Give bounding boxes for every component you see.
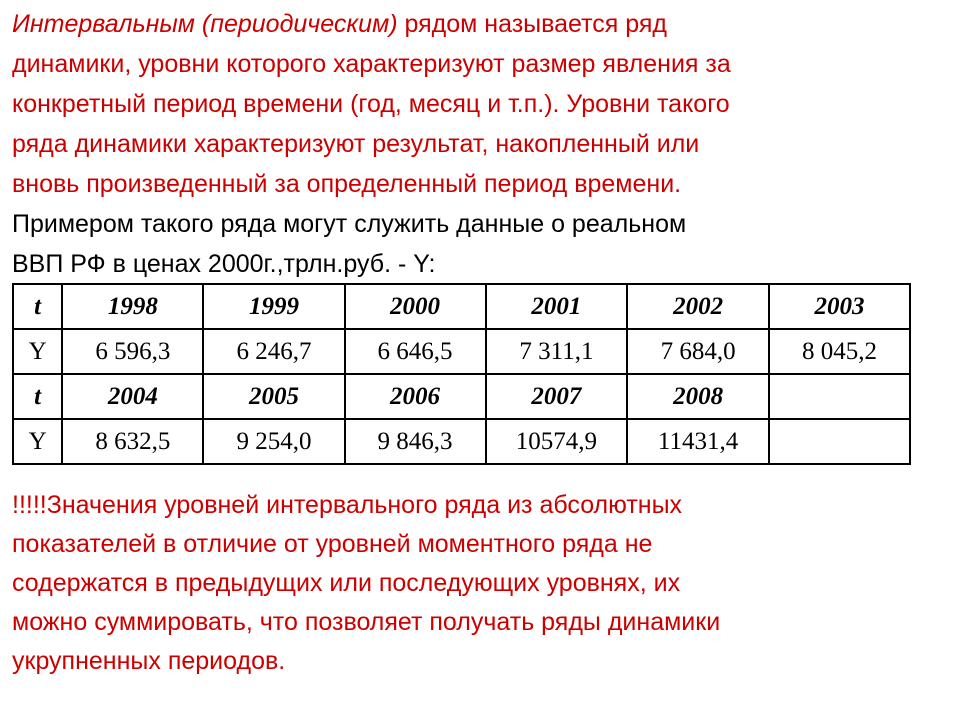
note-line-4: можно суммировать, что позволяет получать ряды динамики xyxy=(12,608,721,636)
definition-line-2: динамики, уровни которого характеризуют размер явления за xyxy=(12,50,731,78)
definition-line-3: конкретный период времени (год, месяц и т.п.). Уровни такого xyxy=(12,90,730,118)
table-row-values-2 xyxy=(13,419,910,464)
note-block xyxy=(12,486,952,681)
empty-cell xyxy=(769,374,910,419)
note-line-1: !!!!!Значения уровней интервального ряда из абсолютных xyxy=(12,491,683,519)
note-line-2: показателей в отличие от уровней моментного ряда не xyxy=(12,530,653,558)
definition-block xyxy=(12,4,952,284)
value-cell: 6 596,3 xyxy=(62,329,203,374)
value-cell: 8 632,5 xyxy=(62,419,203,464)
definition-line-5: вновь произведенный за определенный период времени. xyxy=(12,170,682,198)
empty-cell xyxy=(769,419,910,464)
year-cell: 2000 xyxy=(345,284,486,329)
example-line-2: ВВП РФ в ценах 2000г.,трлн.руб. - Y: xyxy=(12,250,436,278)
definition-line-4: ряда динамики характеризуют результат, накопленный или xyxy=(12,130,700,158)
year-cell: 2002 xyxy=(627,284,769,329)
year-cell: 2001 xyxy=(486,284,628,329)
year-cell: 2003 xyxy=(769,284,910,329)
value-cell: 11431,4 xyxy=(627,419,769,464)
value-cell: 10574,9 xyxy=(486,419,628,464)
row-label-t: t xyxy=(13,284,62,329)
year-cell: 1999 xyxy=(203,284,344,329)
term-interval: Интервальным xyxy=(12,10,195,38)
note-line-5: укрупненных периодов. xyxy=(12,647,286,675)
definition-line-1 xyxy=(12,4,952,44)
value-cell: 9 846,3 xyxy=(345,419,486,464)
row-label-y: Y xyxy=(13,419,62,464)
table-row-values-1 xyxy=(13,329,910,374)
year-cell: 2007 xyxy=(486,374,628,419)
year-cell: 2005 xyxy=(203,374,344,419)
value-cell: 6 246,7 xyxy=(203,329,344,374)
note-line-3: содержатся в предыдущих или последующих уровнях, их xyxy=(12,569,681,597)
year-cell: 2006 xyxy=(345,374,486,419)
term-periodic: (периодическим) xyxy=(201,10,398,38)
value-cell: 7 311,1 xyxy=(486,329,628,374)
example-line-1: Примером такого ряда могут служить данные о реальном xyxy=(12,210,687,238)
year-cell: 2008 xyxy=(627,374,769,419)
definition-line-1-rest: рядом называется ряд xyxy=(397,10,668,38)
table-row-years-2 xyxy=(13,374,910,419)
value-cell: 6 646,5 xyxy=(345,329,486,374)
value-cell: 9 254,0 xyxy=(203,419,344,464)
year-cell: 2004 xyxy=(62,374,203,419)
row-label-y: Y xyxy=(13,329,62,374)
table-row-years-1 xyxy=(13,284,910,329)
year-cell: 1998 xyxy=(62,284,203,329)
row-label-t: t xyxy=(13,374,62,419)
value-cell: 8 045,2 xyxy=(769,329,910,374)
value-cell: 7 684,0 xyxy=(627,329,769,374)
gdp-table xyxy=(12,283,911,465)
